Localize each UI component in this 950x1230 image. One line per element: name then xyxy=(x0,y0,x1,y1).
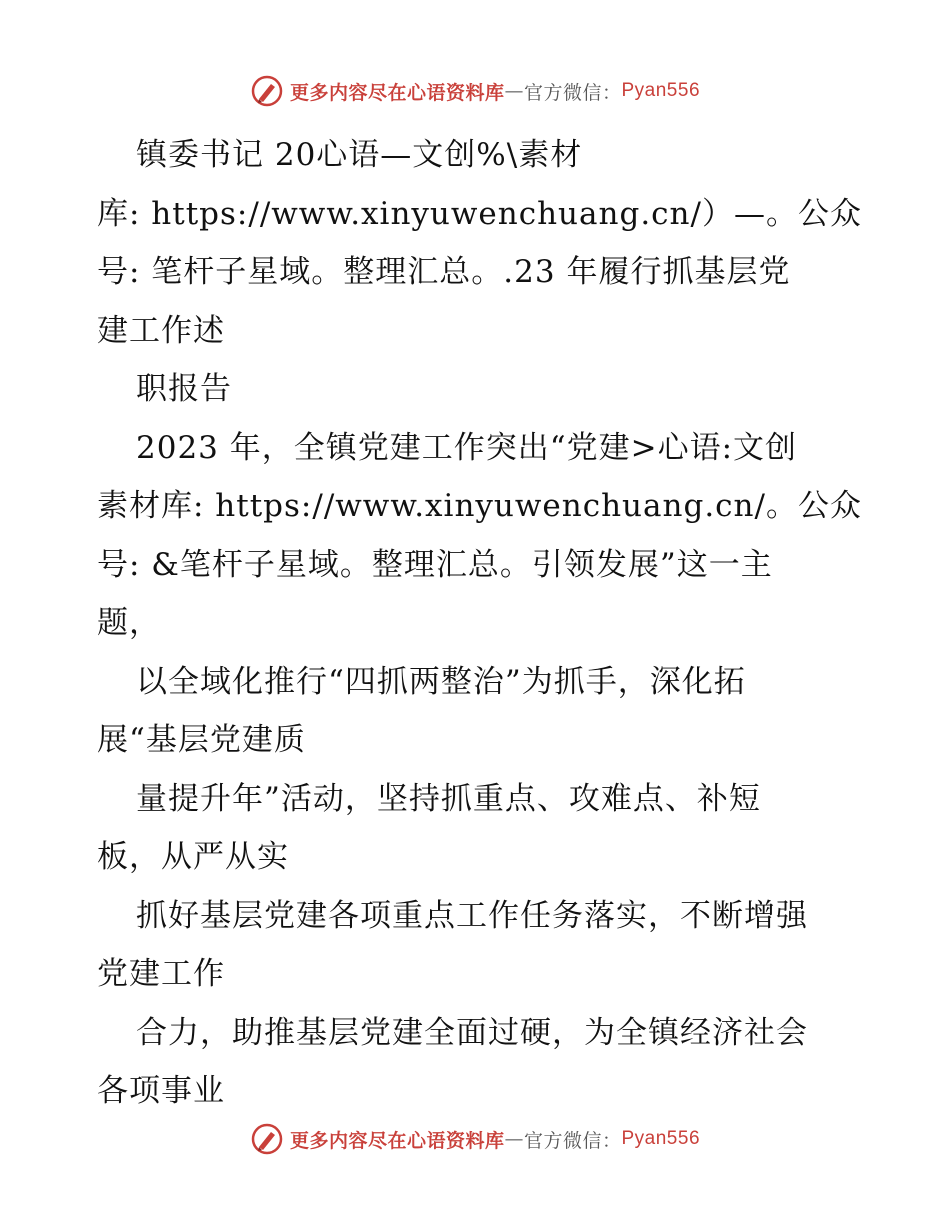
text-line: 镇委书记 20心语—文创%\素材 xyxy=(136,137,583,173)
watermark-main-text: 更多内容尽在心语资料库 xyxy=(289,81,505,104)
text-line: 党建工作 xyxy=(97,956,225,992)
text-line: 2023 年，全镇党建工作突出“党建>心语:文创 xyxy=(136,429,798,466)
watermark-official-label: 官方微信： xyxy=(523,1129,622,1152)
text-line: 建工作述 xyxy=(97,312,225,349)
footer-watermark xyxy=(0,1122,950,1156)
watermark-wechat-id: Pyan556 xyxy=(621,1128,701,1149)
text-line: 题， xyxy=(97,605,161,641)
text-line: 素材库: https://www.xinyuwenchuang.cn/。公众 xyxy=(97,488,862,524)
text-line: 量提升年”活动，坚持抓重点、攻难点、补短 xyxy=(136,780,761,817)
text-line: 各项事业 xyxy=(97,1073,225,1109)
watermark-separator: — xyxy=(504,80,524,102)
text-line: 号: 笔杆子星域。整理汇总。.23 年履行抓基层党 xyxy=(97,254,791,290)
text-line: 板，从严从实 xyxy=(97,839,289,875)
pen-seal-icon xyxy=(250,74,284,108)
watermark-separator: — xyxy=(504,1128,524,1150)
text-line: 号: &笔杆子星域。整理汇总。引领发展”这一主 xyxy=(97,546,773,583)
watermark-main-text: 更多内容尽在心语资料库 xyxy=(289,1129,505,1152)
document-body xyxy=(97,126,862,1121)
pen-seal-icon xyxy=(250,1122,284,1156)
text-line: 合力，助推基层党建全面过硬，为全镇经济社会 xyxy=(136,1014,808,1051)
text-line: 以全域化推行“四抓两整治”为抓手，深化拓 xyxy=(136,663,746,700)
text-line: 抓好基层党建各项重点工作任务落实，不断增强 xyxy=(136,897,808,934)
header-watermark xyxy=(0,74,950,108)
watermark-official-label: 官方微信： xyxy=(523,81,622,104)
text-line: 库: https://www.xinyuwenchuang.cn/）—。公众 xyxy=(97,195,862,232)
text-line: 职报告 xyxy=(136,371,232,407)
watermark-wechat-id: Pyan556 xyxy=(621,80,701,101)
text-line: 展“基层党建质 xyxy=(97,722,306,758)
